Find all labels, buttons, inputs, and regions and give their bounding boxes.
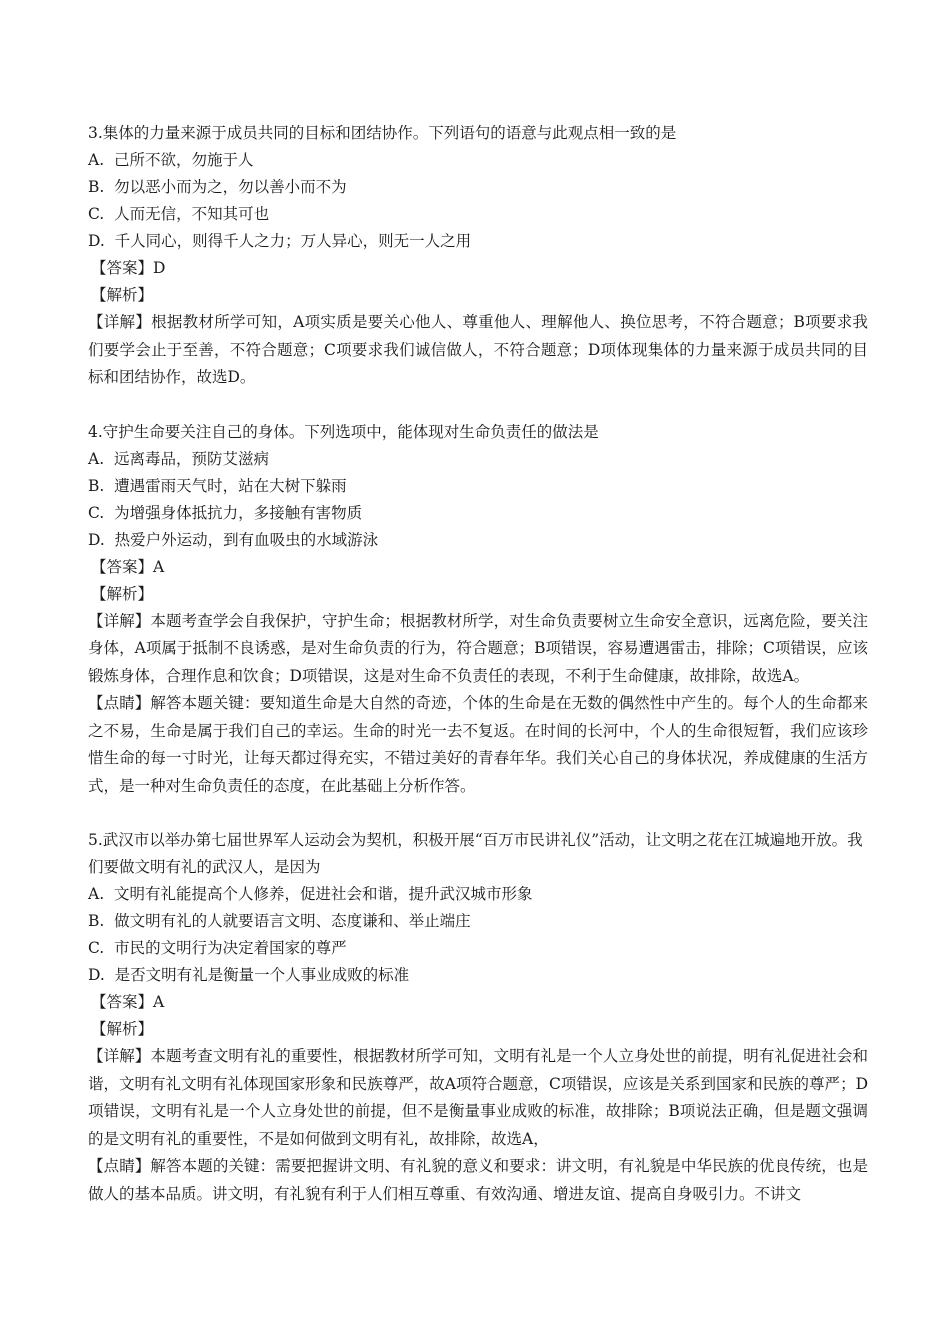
option-c: C. 为增强身体抵抗力，多接触有害物质 bbox=[88, 503, 363, 522]
option-b: B. 勿以恶小而为之，勿以善小而不为 bbox=[88, 178, 347, 196]
pointer-paragraph: 【点睛】解答本题的关键：需要把握讲文明、有礼貌的意义和要求：讲文明，有礼貌是中华民族的优良传统，也是做人的基本品质。讲文明，有礼貌有利于人们相互尊重、有效沟通、增进友谊、提高自身吸引力。不讲文 bbox=[88, 1157, 868, 1203]
detail-paragraph: 【详解】本题考查学会自我保护，守护生命；根据教材所学，对生命负责要树立生命安全意识，远离危险，要关注身体，A项属于抵制不良诱惑，是对生命负责的行为，符合题意；B项错误，容易遭遇雷击，排除；C项错误，应该锻炼身体，合理作息和饮食；D项错误，这是对生命不负责任的表现，不利于生命健康，故排除，故选A。 bbox=[88, 611, 868, 685]
answer-line: 【答案】A bbox=[91, 993, 165, 1011]
answer-line: 【答案】D bbox=[91, 259, 166, 277]
detail-paragraph: 【详解】本题考查文明有礼的重要性，根据教材所学可知，文明有礼是一个人立身处世的前提，明有礼促进社会和谐，文明有礼文明有礼体现国家形象和民族尊严，故A项符合题意，C项错误，应该是关系到国家和民族的尊严；D项错误，文明有礼是一个人立身处世的前提，但不是衡量事业成败的标准，故排除；B项说法正确，但是题文强调的是文明有礼的重要性，不是如何做到文明有礼，故排除，故选A， bbox=[88, 1047, 868, 1148]
option-d: D. 千人同心，则得千人之力；万人异心，则无一人之用 bbox=[88, 232, 472, 250]
analysis-label: 【解析】 bbox=[91, 584, 154, 603]
question-spacer bbox=[88, 800, 868, 827]
question-stem: 4.守护生命要关注自己的身体。下列选项中，能体现对生命负责任的做法是 bbox=[88, 422, 599, 441]
document-page bbox=[88, 120, 868, 1208]
question-stem: 3.集体的力量来源于成员共同的目标和团结协作。下列语句的语意与此观点相一致的是 bbox=[88, 124, 677, 142]
question-5 bbox=[88, 827, 868, 1208]
option-a: A. 己所不欲，勿施于人 bbox=[88, 151, 254, 169]
option-d: D. 热爱户外运动，到有血吸虫的水域游泳 bbox=[88, 530, 379, 549]
option-b: B. 遭遇雷雨天气时，站在大树下躲雨 bbox=[88, 476, 347, 495]
detail-paragraph: 【详解】根据教材所学可知，A项实质是要关心他人、尊重他人、理解他人、换位思考，不符合题意；B项要求我们要学会止于至善，不符合题意；C项要求我们诚信做人，不符合题意；D项体现集体的力量来源于成员共同的目标和团结协作，故选D。 bbox=[88, 313, 868, 386]
pointer-paragraph: 【点睛】解答本题关键：要知道生命是大自然的奇迹，个体的生命是在无数的偶然性中产生的。每个人的生命都来之不易，生命是属于我们自己的幸运。生命的时光一去不复返。在时间的长河中，个人的生命很短暂，我们应该珍惜生命的每一寸时光，让每天都过得充实，不错过美好的青春年华。我们关心自己的身体状况，养成健康的生活方式，是一种对生命负责任的态度，在此基础上分析作答。 bbox=[88, 694, 868, 795]
analysis-label: 【解析】 bbox=[91, 1020, 154, 1038]
option-c: C. 市民的文明行为决定着国家的尊严 bbox=[88, 939, 347, 957]
analysis-label: 【解析】 bbox=[91, 286, 154, 304]
answer-line: 【答案】A bbox=[91, 557, 165, 576]
question-stem: 5.武汉市以举办第七届世界军人运动会为契机，积极开展“百万市民讲礼仪”活动，让文明之花在江城遍地开放。我们要做文明有礼的武汉人，是因为 bbox=[88, 831, 863, 876]
option-b: B. 做文明有礼的人就要语言文明、态度谦和、举止端庄 bbox=[88, 912, 471, 930]
question-4 bbox=[88, 419, 868, 801]
option-c: C. 人而无信，不知其可也 bbox=[88, 205, 270, 223]
option-a: A. 文明有礼能提高个人修养，促进社会和谐，提升武汉城市形象 bbox=[88, 885, 533, 903]
option-d: D. 是否文明有礼是衡量一个人事业成败的标准 bbox=[88, 966, 410, 984]
question-spacer bbox=[88, 392, 868, 419]
option-a: A. 远离毒品，预防艾滋病 bbox=[88, 449, 269, 468]
question-3 bbox=[88, 120, 868, 392]
